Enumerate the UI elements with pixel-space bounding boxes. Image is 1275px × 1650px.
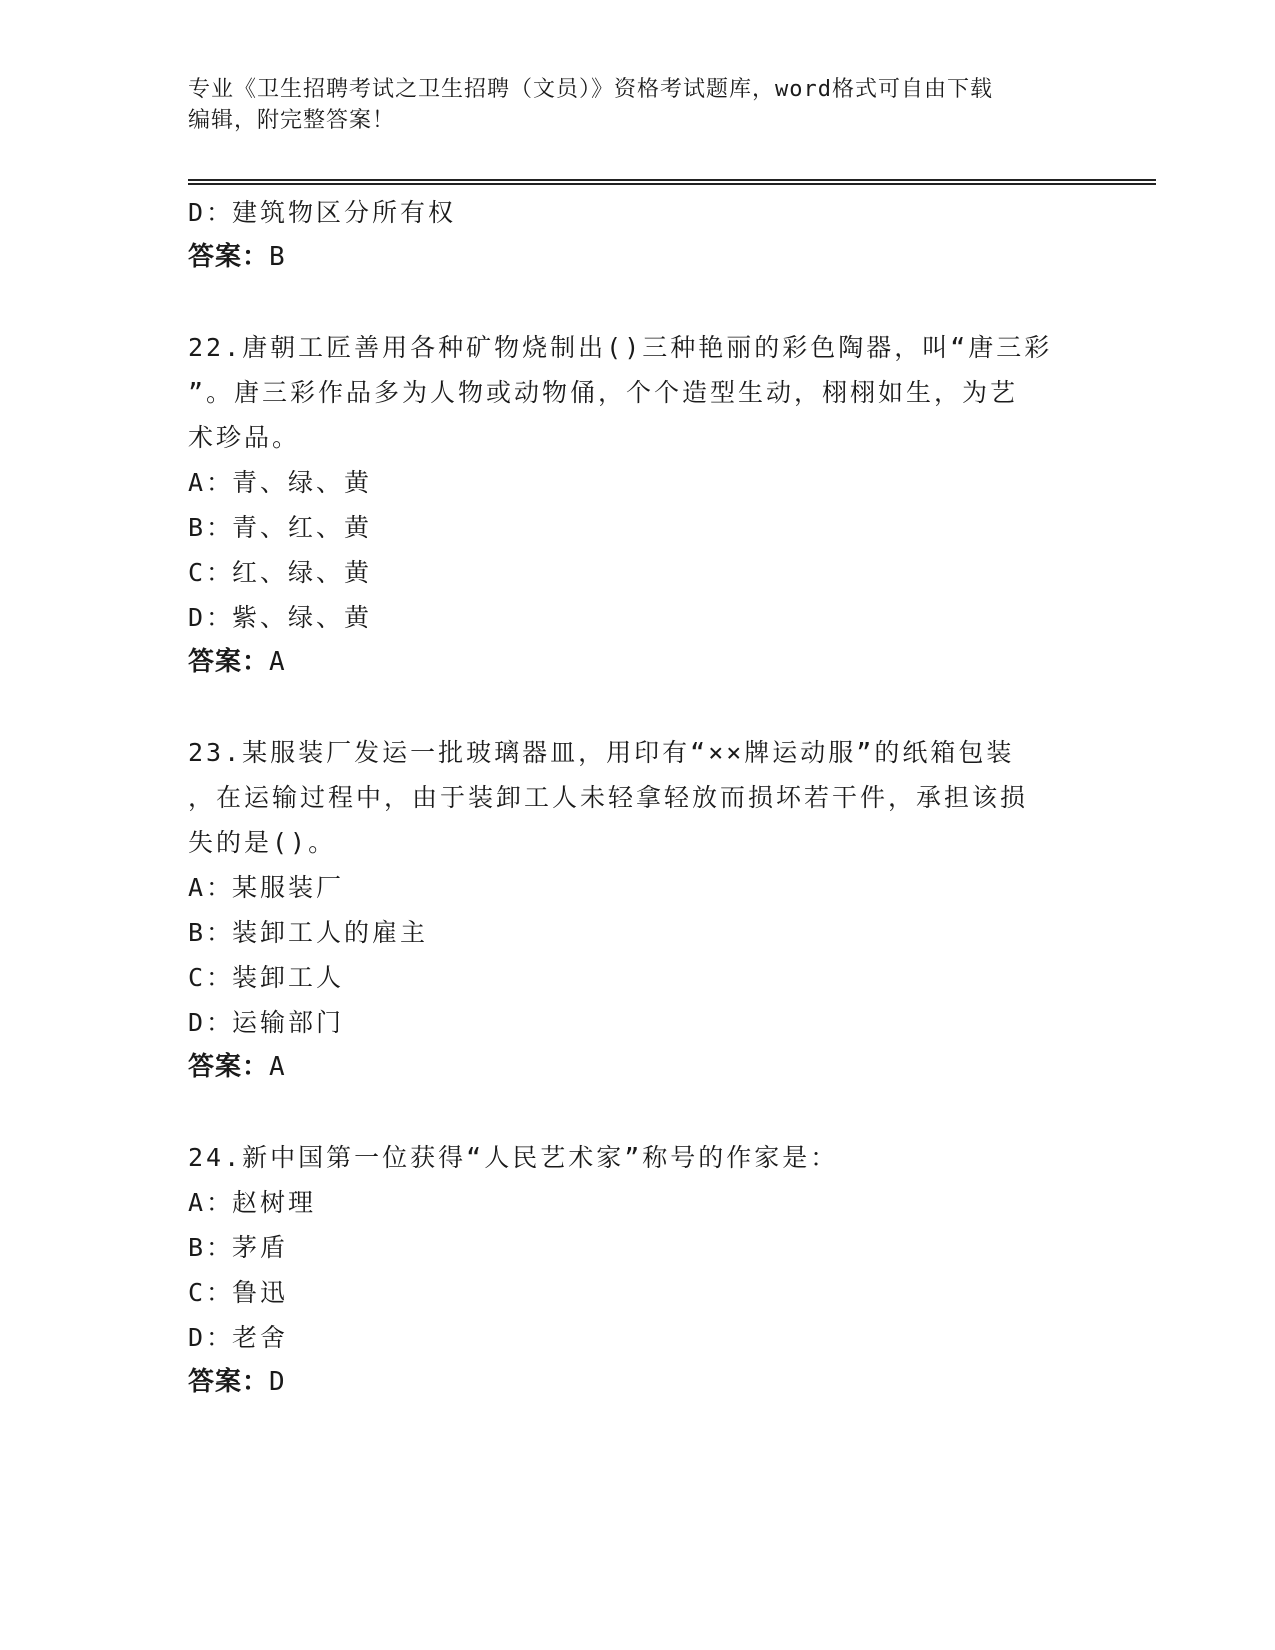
- question-stem-line: 24.新中国第一位获得“人民艺术家”称号的作家是：: [188, 1143, 839, 1172]
- option-text: 装卸工人: [232, 963, 345, 992]
- answer-line: [188, 1360, 1088, 1405]
- option-text: 运输部门: [232, 1008, 345, 1037]
- question-24: [188, 1135, 1088, 1405]
- answer-line: [188, 235, 1088, 280]
- answer-line: [188, 1045, 1088, 1090]
- option-text: 赵树理: [232, 1188, 317, 1217]
- option-letter: D：: [188, 198, 235, 227]
- header-divider: [188, 179, 1156, 184]
- option-letter: B：: [188, 1233, 235, 1262]
- option-b: [188, 910, 1088, 955]
- option-text: 装卸工人的雇主: [232, 918, 429, 947]
- document-header: [188, 74, 1088, 136]
- option-d: [188, 1000, 1088, 1045]
- question-stem-line: 23.某服装厂发运一批玻璃器皿，用印有“××牌运动服”的纸箱包装: [188, 738, 1015, 767]
- option-b: [188, 505, 1088, 550]
- question-23: [188, 730, 1088, 1090]
- option-text: 茅盾: [232, 1233, 289, 1262]
- option-letter: B：: [188, 918, 235, 947]
- option-text: 青、绿、黄: [232, 468, 373, 497]
- option-letter: B：: [188, 513, 235, 542]
- question-stem-line: 术珍品。: [188, 423, 301, 452]
- option-letter: D：: [188, 1008, 235, 1037]
- option-letter: D：: [188, 603, 235, 632]
- option-a: [188, 865, 1088, 910]
- option-c: [188, 955, 1088, 1000]
- option-text: 老舍: [232, 1323, 289, 1352]
- document-body: [188, 190, 1088, 1405]
- option-letter: D：: [188, 1323, 235, 1352]
- option-d: [188, 595, 1088, 640]
- answer-value: A: [269, 647, 286, 677]
- option-letter: A：: [188, 1188, 235, 1217]
- option-a: [188, 1180, 1088, 1225]
- option-a: [188, 460, 1088, 505]
- question-stem-line: 22.唐朝工匠善用各种矿物烧制出()三种艳丽的彩色陶器，叫“唐三彩: [188, 333, 1053, 362]
- option-text: 建筑物区分所有权: [232, 198, 457, 227]
- question-stem-line: 失的是()。: [188, 828, 337, 857]
- option-text: 红、绿、黄: [232, 558, 373, 587]
- answer-label: 答案：: [188, 1052, 270, 1082]
- option-text: 紫、绿、黄: [232, 603, 373, 632]
- header-line-2: 编辑，附完整答案！: [188, 108, 396, 133]
- question-stem-line: ”。唐三彩作品多为人物或动物俑，个个造型生动，栩栩如生，为艺: [188, 378, 1019, 407]
- header-line-1: 专业《卫生招聘考试之卫生招聘（文员）》资格考试题库，word格式可自由下载: [188, 77, 993, 102]
- question-stem-line: ，在运输过程中，由于装卸工人未轻拿轻放而损坏若干件，承担该损: [188, 783, 1029, 812]
- option-text: 某服装厂: [232, 873, 345, 902]
- option-letter: A：: [188, 873, 235, 902]
- question-22: [188, 325, 1088, 685]
- option-c: [188, 1270, 1088, 1315]
- option-d: [188, 1315, 1088, 1360]
- option-letter: C：: [188, 963, 235, 992]
- option-letter: A：: [188, 468, 235, 497]
- option-letter: C：: [188, 1278, 235, 1307]
- answer-label: 答案：: [188, 647, 270, 677]
- answer-value: A: [269, 1052, 286, 1082]
- option-letter: C：: [188, 558, 235, 587]
- answer-value: B: [269, 242, 286, 272]
- option-text: 鲁迅: [232, 1278, 289, 1307]
- option-c: [188, 550, 1088, 595]
- option-text: 青、红、黄: [232, 513, 373, 542]
- option-d: [188, 190, 1088, 235]
- answer-line: [188, 640, 1088, 685]
- answer-label: 答案：: [188, 1367, 270, 1397]
- answer-label: 答案：: [188, 242, 270, 272]
- answer-value: D: [269, 1367, 286, 1397]
- option-b: [188, 1225, 1088, 1270]
